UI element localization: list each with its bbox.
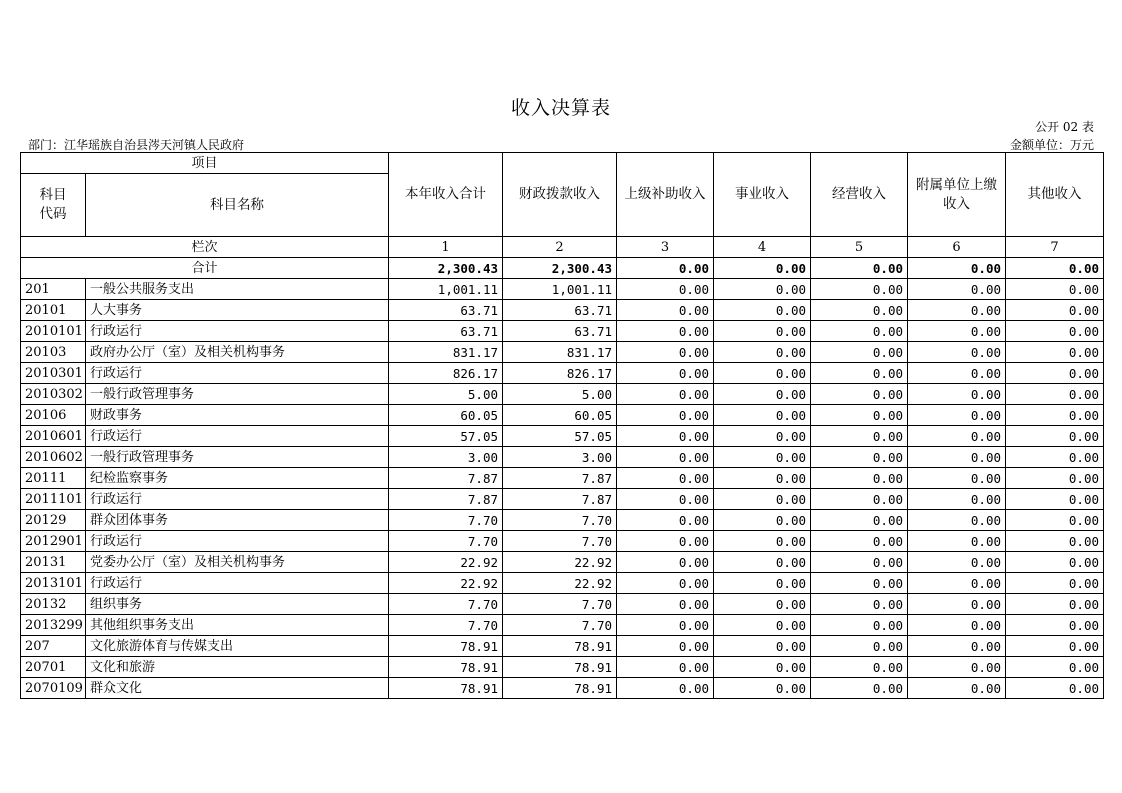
amount-cell: 0.00 bbox=[1006, 447, 1104, 468]
amount-cell: 7.70 bbox=[503, 531, 617, 552]
amount-cell: 60.05 bbox=[389, 405, 503, 426]
subject-code: 20103 bbox=[21, 342, 86, 363]
amount-cell: 0.00 bbox=[811, 678, 908, 699]
amount-cell: 0.00 bbox=[1006, 426, 1104, 447]
subject-code: 20129 bbox=[21, 510, 86, 531]
page-title: 收入决算表 bbox=[510, 97, 611, 119]
amount-cell: 22.92 bbox=[503, 552, 617, 573]
table-row bbox=[21, 510, 1104, 531]
total-value: 0.00 bbox=[811, 258, 908, 279]
amount-cell: 0.00 bbox=[908, 426, 1006, 447]
subject-code: 2010602 bbox=[21, 447, 86, 468]
amount-cell: 7.70 bbox=[389, 594, 503, 615]
amount-cell: 0.00 bbox=[811, 636, 908, 657]
subject-code: 2010301 bbox=[21, 363, 86, 384]
amount-cell: 0.00 bbox=[617, 489, 714, 510]
amount-cell: 0.00 bbox=[617, 279, 714, 300]
amount-cell: 0.00 bbox=[1006, 657, 1104, 678]
table-body bbox=[21, 153, 1104, 699]
table-row bbox=[21, 468, 1104, 489]
subject-name: 群众团体事务 bbox=[86, 510, 389, 531]
amount-cell: 22.92 bbox=[503, 573, 617, 594]
subject-name: 纪检监察事务 bbox=[86, 468, 389, 489]
amount-cell: 0.00 bbox=[908, 489, 1006, 510]
column-index-7: 7 bbox=[1006, 237, 1104, 258]
table-row bbox=[21, 531, 1104, 552]
column-index-5: 5 bbox=[811, 237, 908, 258]
form-code: 公开 02 表 bbox=[1035, 120, 1094, 134]
amount-cell: 1,001.11 bbox=[389, 279, 503, 300]
column-index-4: 4 bbox=[714, 237, 811, 258]
table-row bbox=[21, 636, 1104, 657]
amount-cell: 0.00 bbox=[714, 657, 811, 678]
amount-cell: 1,001.11 bbox=[503, 279, 617, 300]
subject-name: 政府办公厅（室）及相关机构事务 bbox=[86, 342, 389, 363]
subject-name: 行政运行 bbox=[86, 363, 389, 384]
subject-code: 2011101 bbox=[21, 489, 86, 510]
amount-cell: 63.71 bbox=[389, 300, 503, 321]
table-row bbox=[21, 615, 1104, 636]
amount-cell: 3.00 bbox=[389, 447, 503, 468]
subject-name: 行政运行 bbox=[86, 426, 389, 447]
amount-cell: 22.92 bbox=[389, 552, 503, 573]
amount-cell: 0.00 bbox=[908, 342, 1006, 363]
subject-name: 财政事务 bbox=[86, 405, 389, 426]
amount-cell: 0.00 bbox=[908, 468, 1006, 489]
amount-cell: 0.00 bbox=[1006, 489, 1104, 510]
amount-cell: 7.70 bbox=[503, 594, 617, 615]
table-row bbox=[21, 594, 1104, 615]
column-index-row bbox=[21, 237, 1104, 258]
amount-cell: 0.00 bbox=[908, 321, 1006, 342]
amount-cell: 0.00 bbox=[1006, 594, 1104, 615]
amount-cell: 0.00 bbox=[1006, 573, 1104, 594]
amount-cell: 0.00 bbox=[811, 300, 908, 321]
amount-cell: 0.00 bbox=[617, 321, 714, 342]
amount-cell: 7.70 bbox=[503, 615, 617, 636]
table-row bbox=[21, 573, 1104, 594]
amount-cell: 0.00 bbox=[1006, 405, 1104, 426]
subject-code: 20132 bbox=[21, 594, 86, 615]
amount-cell: 0.00 bbox=[617, 342, 714, 363]
table-row bbox=[21, 405, 1104, 426]
header-col-6: 附属单位上缴收入 bbox=[908, 153, 1006, 237]
amount-cell: 0.00 bbox=[714, 279, 811, 300]
subject-code: 2010601 bbox=[21, 426, 86, 447]
amount-cell: 0.00 bbox=[617, 510, 714, 531]
subject-name: 一般公共服务支出 bbox=[86, 279, 389, 300]
subject-name: 行政运行 bbox=[86, 321, 389, 342]
amount-cell: 57.05 bbox=[389, 426, 503, 447]
table-row bbox=[21, 363, 1104, 384]
amount-cell: 0.00 bbox=[714, 447, 811, 468]
header-col-5: 经营收入 bbox=[811, 153, 908, 237]
subject-name: 行政运行 bbox=[86, 573, 389, 594]
total-value: 2,300.43 bbox=[503, 258, 617, 279]
table-row bbox=[21, 300, 1104, 321]
subject-code: 2013101 bbox=[21, 573, 86, 594]
amount-cell: 0.00 bbox=[1006, 384, 1104, 405]
amount-cell: 0.00 bbox=[811, 531, 908, 552]
header-name: 科目名称 bbox=[86, 174, 389, 237]
subject-name: 人大事务 bbox=[86, 300, 389, 321]
amount-cell: 0.00 bbox=[714, 636, 811, 657]
subject-name: 行政运行 bbox=[86, 531, 389, 552]
column-index-2: 2 bbox=[503, 237, 617, 258]
subject-code: 20131 bbox=[21, 552, 86, 573]
amount-cell: 831.17 bbox=[389, 342, 503, 363]
total-value: 0.00 bbox=[617, 258, 714, 279]
subject-code: 2070109 bbox=[21, 678, 86, 699]
amount-cell: 63.71 bbox=[503, 321, 617, 342]
amount-cell: 0.00 bbox=[811, 342, 908, 363]
amount-cell: 0.00 bbox=[908, 300, 1006, 321]
amount-cell: 0.00 bbox=[908, 636, 1006, 657]
amount-cell: 60.05 bbox=[503, 405, 617, 426]
amount-cell: 7.70 bbox=[389, 510, 503, 531]
amount-cell: 7.87 bbox=[389, 489, 503, 510]
table-row bbox=[21, 552, 1104, 573]
amount-cell: 78.91 bbox=[389, 678, 503, 699]
amount-cell: 0.00 bbox=[1006, 636, 1104, 657]
amount-cell: 0.00 bbox=[811, 552, 908, 573]
amount-cell: 0.00 bbox=[617, 447, 714, 468]
table-row bbox=[21, 489, 1104, 510]
amount-cell: 57.05 bbox=[503, 426, 617, 447]
amount-cell: 0.00 bbox=[811, 279, 908, 300]
table-row bbox=[21, 342, 1104, 363]
amount-cell: 7.70 bbox=[503, 510, 617, 531]
header-project: 项目 bbox=[21, 153, 389, 174]
amount-cell: 0.00 bbox=[811, 426, 908, 447]
amount-cell: 0.00 bbox=[617, 300, 714, 321]
header-row-1 bbox=[21, 153, 1104, 174]
amount-cell: 0.00 bbox=[714, 468, 811, 489]
amount-cell: 0.00 bbox=[617, 384, 714, 405]
amount-cell: 0.00 bbox=[617, 657, 714, 678]
amount-cell: 22.92 bbox=[389, 573, 503, 594]
amount-cell: 0.00 bbox=[617, 636, 714, 657]
amount-cell: 0.00 bbox=[908, 678, 1006, 699]
column-index-6: 6 bbox=[908, 237, 1006, 258]
amount-cell: 0.00 bbox=[811, 363, 908, 384]
amount-cell: 0.00 bbox=[811, 384, 908, 405]
amount-cell: 0.00 bbox=[714, 615, 811, 636]
amount-cell: 0.00 bbox=[714, 405, 811, 426]
subject-name: 其他组织事务支出 bbox=[86, 615, 389, 636]
amount-cell: 0.00 bbox=[811, 447, 908, 468]
amount-cell: 0.00 bbox=[1006, 321, 1104, 342]
amount-cell: 0.00 bbox=[617, 426, 714, 447]
amount-cell: 0.00 bbox=[1006, 510, 1104, 531]
subject-name: 文化旅游体育与传媒支出 bbox=[86, 636, 389, 657]
amount-cell: 0.00 bbox=[811, 405, 908, 426]
header-col-4: 事业收入 bbox=[714, 153, 811, 237]
amount-cell: 0.00 bbox=[811, 468, 908, 489]
amount-cell: 7.70 bbox=[389, 531, 503, 552]
amount-cell: 0.00 bbox=[617, 678, 714, 699]
amount-cell: 63.71 bbox=[503, 300, 617, 321]
amount-cell: 0.00 bbox=[908, 510, 1006, 531]
subject-code: 20701 bbox=[21, 657, 86, 678]
subject-code: 207 bbox=[21, 636, 86, 657]
amount-cell: 0.00 bbox=[1006, 342, 1104, 363]
amount-cell: 0.00 bbox=[908, 615, 1006, 636]
amount-cell: 0.00 bbox=[908, 363, 1006, 384]
amount-cell: 7.87 bbox=[503, 489, 617, 510]
amount-cell: 0.00 bbox=[1006, 552, 1104, 573]
subject-code: 20101 bbox=[21, 300, 86, 321]
subject-name: 党委办公厅（室）及相关机构事务 bbox=[86, 552, 389, 573]
amount-cell: 0.00 bbox=[908, 594, 1006, 615]
amount-cell: 0.00 bbox=[908, 552, 1006, 573]
amount-cell: 826.17 bbox=[389, 363, 503, 384]
header-col-2: 财政拨款收入 bbox=[503, 153, 617, 237]
total-label: 合计 bbox=[21, 258, 389, 279]
amount-cell: 78.91 bbox=[389, 657, 503, 678]
amount-cell: 0.00 bbox=[908, 384, 1006, 405]
total-value: 0.00 bbox=[714, 258, 811, 279]
amount-cell: 0.00 bbox=[714, 321, 811, 342]
amount-cell: 78.91 bbox=[503, 636, 617, 657]
amount-cell: 0.00 bbox=[1006, 279, 1104, 300]
subject-code: 20106 bbox=[21, 405, 86, 426]
amount-cell: 0.00 bbox=[811, 615, 908, 636]
table-row bbox=[21, 678, 1104, 699]
amount-cell: 0.00 bbox=[1006, 363, 1104, 384]
amount-cell: 63.71 bbox=[389, 321, 503, 342]
amount-cell: 0.00 bbox=[617, 615, 714, 636]
table-row bbox=[21, 447, 1104, 468]
header-code: 科目代码 bbox=[21, 174, 86, 237]
amount-cell: 7.70 bbox=[389, 615, 503, 636]
table-row bbox=[21, 657, 1104, 678]
department-label: 部门：江华瑶族自治县涔天河镇人民政府 bbox=[28, 138, 245, 152]
amount-cell: 78.91 bbox=[503, 678, 617, 699]
column-index-1: 1 bbox=[389, 237, 503, 258]
subject-code: 20111 bbox=[21, 468, 86, 489]
amount-cell: 0.00 bbox=[617, 405, 714, 426]
amount-cell: 0.00 bbox=[811, 321, 908, 342]
amount-cell: 0.00 bbox=[811, 489, 908, 510]
table-row bbox=[21, 279, 1104, 300]
amount-cell: 0.00 bbox=[617, 468, 714, 489]
subject-code: 2012901 bbox=[21, 531, 86, 552]
subject-code: 2010101 bbox=[21, 321, 86, 342]
table-row bbox=[21, 426, 1104, 447]
amount-cell: 0.00 bbox=[811, 510, 908, 531]
subject-name: 行政运行 bbox=[86, 489, 389, 510]
amount-cell: 0.00 bbox=[617, 531, 714, 552]
amount-cell: 0.00 bbox=[811, 573, 908, 594]
amount-cell: 826.17 bbox=[503, 363, 617, 384]
amount-cell: 0.00 bbox=[1006, 678, 1104, 699]
table-row bbox=[21, 384, 1104, 405]
amount-cell: 7.87 bbox=[503, 468, 617, 489]
amount-cell: 0.00 bbox=[714, 531, 811, 552]
amount-cell: 0.00 bbox=[714, 426, 811, 447]
subject-code: 2013299 bbox=[21, 615, 86, 636]
amount-cell: 831.17 bbox=[503, 342, 617, 363]
column-index-label: 栏次 bbox=[21, 237, 389, 258]
amount-cell: 0.00 bbox=[714, 363, 811, 384]
header-col-7: 其他收入 bbox=[1006, 153, 1104, 237]
amount-cell: 0.00 bbox=[1006, 468, 1104, 489]
amount-cell: 0.00 bbox=[714, 573, 811, 594]
amount-cell: 0.00 bbox=[908, 279, 1006, 300]
amount-cell: 0.00 bbox=[908, 657, 1006, 678]
amount-cell: 0.00 bbox=[1006, 615, 1104, 636]
amount-cell: 0.00 bbox=[714, 510, 811, 531]
amount-cell: 3.00 bbox=[503, 447, 617, 468]
unit-label: 金额单位：万元 bbox=[1009, 138, 1094, 152]
subject-code: 201 bbox=[21, 279, 86, 300]
subject-name: 一般行政管理事务 bbox=[86, 384, 389, 405]
amount-cell: 0.00 bbox=[811, 657, 908, 678]
amount-cell: 0.00 bbox=[714, 384, 811, 405]
total-value: 0.00 bbox=[1006, 258, 1104, 279]
total-value: 0.00 bbox=[908, 258, 1006, 279]
subject-name: 一般行政管理事务 bbox=[86, 447, 389, 468]
subject-code: 2010302 bbox=[21, 384, 86, 405]
amount-cell: 0.00 bbox=[617, 594, 714, 615]
amount-cell: 0.00 bbox=[908, 447, 1006, 468]
amount-cell: 0.00 bbox=[1006, 531, 1104, 552]
amount-cell: 0.00 bbox=[1006, 300, 1104, 321]
amount-cell: 0.00 bbox=[714, 342, 811, 363]
amount-cell: 0.00 bbox=[617, 363, 714, 384]
amount-cell: 0.00 bbox=[908, 531, 1006, 552]
amount-cell: 5.00 bbox=[389, 384, 503, 405]
subject-name: 文化和旅游 bbox=[86, 657, 389, 678]
total-value: 2,300.43 bbox=[389, 258, 503, 279]
amount-cell: 5.00 bbox=[503, 384, 617, 405]
amount-cell: 0.00 bbox=[908, 573, 1006, 594]
income-table bbox=[20, 152, 1104, 699]
amount-cell: 0.00 bbox=[908, 405, 1006, 426]
total-row bbox=[21, 258, 1104, 279]
amount-cell: 0.00 bbox=[617, 573, 714, 594]
amount-cell: 78.91 bbox=[503, 657, 617, 678]
amount-cell: 7.87 bbox=[389, 468, 503, 489]
table-row bbox=[21, 321, 1104, 342]
header-col-1: 本年收入合计 bbox=[389, 153, 503, 237]
header-col-3: 上级补助收入 bbox=[617, 153, 714, 237]
amount-cell: 0.00 bbox=[714, 489, 811, 510]
amount-cell: 0.00 bbox=[811, 594, 908, 615]
amount-cell: 0.00 bbox=[714, 678, 811, 699]
amount-cell: 0.00 bbox=[714, 552, 811, 573]
subject-name: 组织事务 bbox=[86, 594, 389, 615]
amount-cell: 78.91 bbox=[389, 636, 503, 657]
amount-cell: 0.00 bbox=[617, 552, 714, 573]
amount-cell: 0.00 bbox=[714, 300, 811, 321]
amount-cell: 0.00 bbox=[714, 594, 811, 615]
subject-name: 群众文化 bbox=[86, 678, 389, 699]
column-index-3: 3 bbox=[617, 237, 714, 258]
